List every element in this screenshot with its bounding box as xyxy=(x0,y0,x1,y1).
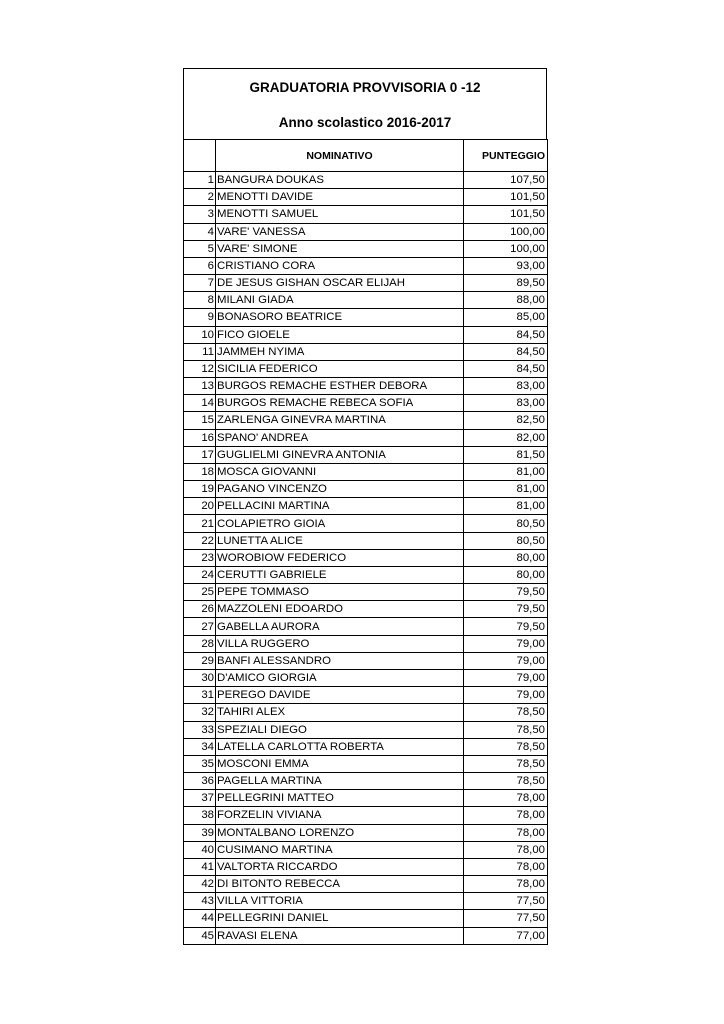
table-row xyxy=(184,927,548,944)
table-row xyxy=(184,481,548,498)
row-name: PAGANO VINCENZO xyxy=(216,481,464,498)
row-name: BURGOS REMACHE REBECA SOFIA xyxy=(216,395,464,412)
row-index: 15 xyxy=(184,412,216,429)
row-index: 28 xyxy=(184,635,216,652)
row-name: PELLACINI MARTINA xyxy=(216,498,464,515)
row-index: 9 xyxy=(184,309,216,326)
table-row xyxy=(184,549,548,566)
table-row xyxy=(184,206,548,223)
row-index: 40 xyxy=(184,841,216,858)
score-header: PUNTEGGIO xyxy=(464,140,548,172)
row-name: FORZELIN VIVIANA xyxy=(216,807,464,824)
row-index: 35 xyxy=(184,755,216,772)
row-name: GUGLIELMI GINEVRA ANTONIA xyxy=(216,446,464,463)
row-name: MENOTTI DAVIDE xyxy=(216,189,464,206)
row-name: D'AMICO GIORGIA xyxy=(216,669,464,686)
row-index: 12 xyxy=(184,360,216,377)
row-name: VARE' SIMONE xyxy=(216,240,464,257)
row-name: VILLA RUGGERO xyxy=(216,635,464,652)
row-index: 19 xyxy=(184,481,216,498)
row-score: 77,00 xyxy=(464,927,548,944)
row-index: 18 xyxy=(184,463,216,480)
table-row xyxy=(184,360,548,377)
row-name: SPEZIALI DIEGO xyxy=(216,721,464,738)
row-score: 101,50 xyxy=(464,189,548,206)
table-row xyxy=(184,807,548,824)
row-index: 11 xyxy=(184,343,216,360)
row-name: WOROBIOW FEDERICO xyxy=(216,549,464,566)
row-name: BANFI ALESSANDRO xyxy=(216,652,464,669)
table-row xyxy=(184,858,548,875)
table-row xyxy=(184,755,548,772)
row-score: 78,00 xyxy=(464,841,548,858)
title-box xyxy=(183,68,547,139)
row-score: 89,50 xyxy=(464,275,548,292)
table-row xyxy=(184,515,548,532)
row-score: 77,50 xyxy=(464,893,548,910)
table-row xyxy=(184,566,548,583)
table-row xyxy=(184,704,548,721)
row-name: ZARLENGA GINEVRA MARTINA xyxy=(216,412,464,429)
row-name: VALTORTA RICCARDO xyxy=(216,858,464,875)
document-title: GRADUATORIA PROVVISORIA 0 -12 xyxy=(249,80,481,95)
row-score: 82,00 xyxy=(464,429,548,446)
row-index: 41 xyxy=(184,858,216,875)
index-header xyxy=(184,140,216,172)
row-score: 78,00 xyxy=(464,790,548,807)
table-row xyxy=(184,189,548,206)
row-index: 43 xyxy=(184,893,216,910)
row-score: 78,50 xyxy=(464,773,548,790)
table-row xyxy=(184,841,548,858)
row-name: FICO GIOELE xyxy=(216,326,464,343)
table-row xyxy=(184,223,548,240)
table-row xyxy=(184,773,548,790)
row-score: 84,50 xyxy=(464,343,548,360)
row-index: 1 xyxy=(184,172,216,189)
table-row xyxy=(184,584,548,601)
row-index: 45 xyxy=(184,927,216,944)
table-row xyxy=(184,412,548,429)
row-index: 27 xyxy=(184,618,216,635)
row-index: 33 xyxy=(184,721,216,738)
row-score: 84,50 xyxy=(464,360,548,377)
row-score: 107,50 xyxy=(464,172,548,189)
row-index: 23 xyxy=(184,549,216,566)
row-score: 93,00 xyxy=(464,257,548,274)
row-score: 84,50 xyxy=(464,326,548,343)
table-row xyxy=(184,463,548,480)
row-index: 20 xyxy=(184,498,216,515)
row-index: 24 xyxy=(184,566,216,583)
row-index: 37 xyxy=(184,790,216,807)
row-score: 83,00 xyxy=(464,378,548,395)
table-row xyxy=(184,824,548,841)
table-row xyxy=(184,721,548,738)
row-name: VARE' VANESSA xyxy=(216,223,464,240)
row-name: BONASORO BEATRICE xyxy=(216,309,464,326)
row-index: 3 xyxy=(184,206,216,223)
row-index: 2 xyxy=(184,189,216,206)
table-row xyxy=(184,257,548,274)
row-score: 100,00 xyxy=(464,240,548,257)
row-score: 77,50 xyxy=(464,910,548,927)
row-name: MILANI GIADA xyxy=(216,292,464,309)
table-row xyxy=(184,635,548,652)
row-score: 83,00 xyxy=(464,395,548,412)
row-index: 21 xyxy=(184,515,216,532)
row-name: TAHIRI ALEX xyxy=(216,704,464,721)
row-name: LUNETTA ALICE xyxy=(216,532,464,549)
table-header-row xyxy=(184,140,548,172)
row-index: 16 xyxy=(184,429,216,446)
row-score: 88,00 xyxy=(464,292,548,309)
table-row xyxy=(184,893,548,910)
row-index: 4 xyxy=(184,223,216,240)
row-name: PEPE TOMMASO xyxy=(216,584,464,601)
table-row xyxy=(184,429,548,446)
row-name: SICILIA FEDERICO xyxy=(216,360,464,377)
row-score: 79,00 xyxy=(464,669,548,686)
row-score: 79,00 xyxy=(464,635,548,652)
row-index: 6 xyxy=(184,257,216,274)
table-row xyxy=(184,910,548,927)
row-index: 34 xyxy=(184,738,216,755)
row-score: 81,50 xyxy=(464,446,548,463)
row-index: 5 xyxy=(184,240,216,257)
row-score: 81,00 xyxy=(464,463,548,480)
table-row xyxy=(184,498,548,515)
row-score: 79,50 xyxy=(464,584,548,601)
row-score: 79,50 xyxy=(464,618,548,635)
row-index: 38 xyxy=(184,807,216,824)
row-index: 22 xyxy=(184,532,216,549)
row-score: 81,00 xyxy=(464,498,548,515)
row-score: 79,00 xyxy=(464,687,548,704)
row-score: 78,00 xyxy=(464,807,548,824)
row-index: 25 xyxy=(184,584,216,601)
row-name: SPANO' ANDREA xyxy=(216,429,464,446)
ranking-table xyxy=(183,139,548,945)
row-name: RAVASI ELENA xyxy=(216,927,464,944)
table-row xyxy=(184,876,548,893)
table-row xyxy=(184,687,548,704)
row-index: 13 xyxy=(184,378,216,395)
row-score: 80,50 xyxy=(464,532,548,549)
row-index: 8 xyxy=(184,292,216,309)
table-row xyxy=(184,738,548,755)
table-row xyxy=(184,669,548,686)
row-name: BANGURA DOUKAS xyxy=(216,172,464,189)
ranking-sheet xyxy=(183,68,547,945)
table-row xyxy=(184,378,548,395)
row-score: 78,50 xyxy=(464,704,548,721)
row-index: 14 xyxy=(184,395,216,412)
row-name: JAMMEH NYIMA xyxy=(216,343,464,360)
row-index: 32 xyxy=(184,704,216,721)
row-index: 42 xyxy=(184,876,216,893)
table-row xyxy=(184,309,548,326)
row-score: 80,00 xyxy=(464,566,548,583)
row-score: 78,50 xyxy=(464,738,548,755)
row-score: 78,50 xyxy=(464,721,548,738)
table-row xyxy=(184,532,548,549)
row-name: CUSIMANO MARTINA xyxy=(216,841,464,858)
row-score: 85,00 xyxy=(464,309,548,326)
row-index: 44 xyxy=(184,910,216,927)
row-score: 101,50 xyxy=(464,206,548,223)
row-name: MENOTTI SAMUEL xyxy=(216,206,464,223)
row-name: PEREGO DAVIDE xyxy=(216,687,464,704)
row-name: MAZZOLENI EDOARDO xyxy=(216,601,464,618)
table-row xyxy=(184,172,548,189)
name-header: NOMINATIVO xyxy=(216,140,464,172)
table-row xyxy=(184,240,548,257)
table-row xyxy=(184,652,548,669)
row-index: 7 xyxy=(184,275,216,292)
row-name: DE JESUS GISHAN OSCAR ELIJAH xyxy=(216,275,464,292)
row-score: 100,00 xyxy=(464,223,548,240)
row-score: 78,00 xyxy=(464,876,548,893)
row-index: 31 xyxy=(184,687,216,704)
row-name: LATELLA CARLOTTA ROBERTA xyxy=(216,738,464,755)
row-name: COLAPIETRO GIOIA xyxy=(216,515,464,532)
row-score: 82,50 xyxy=(464,412,548,429)
row-index: 29 xyxy=(184,652,216,669)
row-name: VILLA VITTORIA xyxy=(216,893,464,910)
row-score: 81,00 xyxy=(464,481,548,498)
row-score: 79,00 xyxy=(464,652,548,669)
row-name: BURGOS REMACHE ESTHER DEBORA xyxy=(216,378,464,395)
row-name: PAGELLA MARTINA xyxy=(216,773,464,790)
row-index: 36 xyxy=(184,773,216,790)
table-row xyxy=(184,326,548,343)
row-name: CRISTIANO CORA xyxy=(216,257,464,274)
row-score: 80,00 xyxy=(464,549,548,566)
row-name: MONTALBANO LORENZO xyxy=(216,824,464,841)
row-name: DI BITONTO REBECCA xyxy=(216,876,464,893)
document-subtitle: Anno scolastico 2016-2017 xyxy=(278,115,452,130)
table-row xyxy=(184,446,548,463)
row-name: PELLEGRINI DANIEL xyxy=(216,910,464,927)
row-index: 10 xyxy=(184,326,216,343)
row-name: GABELLA AURORA xyxy=(216,618,464,635)
row-name: MOSCA GIOVANNI xyxy=(216,463,464,480)
table-row xyxy=(184,275,548,292)
row-score: 80,50 xyxy=(464,515,548,532)
row-index: 26 xyxy=(184,601,216,618)
row-index: 30 xyxy=(184,669,216,686)
row-score: 78,00 xyxy=(464,858,548,875)
table-row xyxy=(184,601,548,618)
row-score: 79,50 xyxy=(464,601,548,618)
table-row xyxy=(184,790,548,807)
row-name: MOSCONI EMMA xyxy=(216,755,464,772)
table-row xyxy=(184,292,548,309)
table-body xyxy=(184,172,548,945)
row-name: PELLEGRINI MATTEO xyxy=(216,790,464,807)
row-score: 78,00 xyxy=(464,824,548,841)
table-row xyxy=(184,618,548,635)
row-index: 39 xyxy=(184,824,216,841)
row-index: 17 xyxy=(184,446,216,463)
row-name: CERUTTI GABRIELE xyxy=(216,566,464,583)
row-score: 78,50 xyxy=(464,755,548,772)
table-row xyxy=(184,395,548,412)
table-row xyxy=(184,343,548,360)
